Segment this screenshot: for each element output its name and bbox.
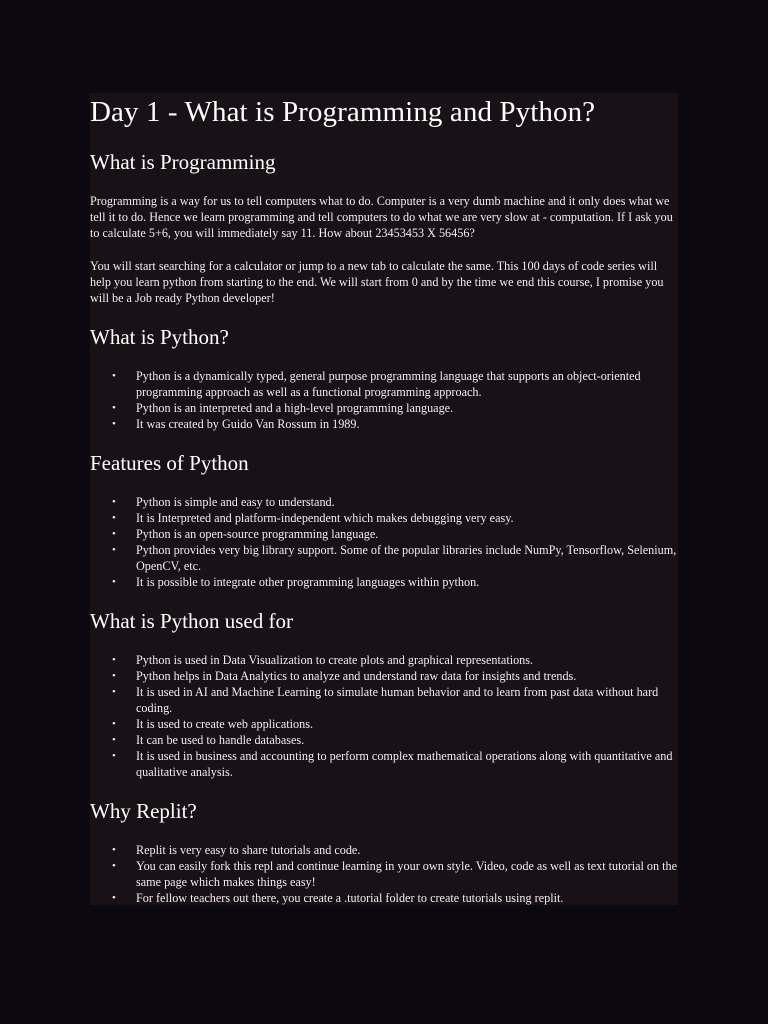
paragraph-course-intro: You will start searching for a calculator or jump to a new tab to calculate the same. This 100 days of code series will help you learn python from starting to the end. We will start from 0 and by the time we end this course, I promise you will be a Job ready Python developer! [90, 259, 664, 305]
bullet-icon: • [112, 654, 116, 666]
section-heading-what-is-programming: What is Programming [90, 150, 276, 174]
list-what-is-python [90, 368, 678, 432]
list-item: • Python is an interpreted and a high-level programming language. [112, 401, 454, 415]
list-item: • Python is an open-source programming language. [112, 527, 379, 541]
bullet-icon: • [112, 734, 116, 746]
paragraph-programming-intro: Programming is a way for us to tell computers what to do. Computer is a very dumb machine and it only does what we tell it to do. Hence we learn programming and tell computers to do what we are very slow at - computation. If I ask you to calculate 5+6, you will immediately say 11. How about 23453453 X 56456? [90, 194, 673, 240]
bullet-icon: • [112, 860, 116, 872]
bullet-icon: • [112, 576, 116, 588]
page-title: Day 1 - What is Programming and Python? [90, 96, 596, 128]
list-item: • Python provides very big library support. Some of the popular libraries include NumPy, Tensorflow, Selenium, OpenCV, etc. [112, 543, 677, 573]
list-item: • Python is simple and easy to understand. [112, 495, 335, 509]
bullet-icon: • [112, 718, 116, 730]
bullet-icon: • [112, 418, 116, 430]
list-item: • It is used in AI and Machine Learning to simulate human behavior and to learn from past data without hard coding. [112, 685, 659, 715]
bullet-icon: • [112, 670, 116, 682]
section-heading-features-of-python: Features of Python [90, 451, 249, 475]
bullet-icon: • [112, 544, 116, 556]
document-page [90, 93, 678, 905]
section-heading-why-replit: Why Replit? [90, 799, 197, 823]
list-item: • It is used to create web applications. [112, 717, 313, 731]
bullet-icon: • [112, 402, 116, 414]
section-heading-what-is-python: What is Python? [90, 325, 229, 349]
list-item: • Replit is very easy to share tutorials and code. [112, 843, 361, 857]
bullet-icon: • [112, 892, 116, 904]
list-item: • It is possible to integrate other programming languages within python. [112, 575, 480, 589]
list-item: • For fellow teachers out there, you create a .tutorial folder to create tutorials using replit. [112, 891, 564, 905]
list-item: • It can be used to handle databases. [112, 733, 305, 747]
bullet-icon: • [112, 750, 116, 762]
bullet-icon: • [112, 686, 116, 698]
bullet-icon: • [112, 844, 116, 856]
list-item: • It is used in business and accounting to perform complex mathematical operations along with quantitative and qualitative analysis. [112, 749, 673, 779]
bullet-icon: • [112, 512, 116, 524]
list-why-replit [90, 842, 678, 906]
bullet-icon: • [112, 496, 116, 508]
bullet-icon: • [112, 370, 116, 382]
bullet-icon: • [112, 528, 116, 540]
section-heading-python-used-for: What is Python used for [90, 609, 293, 633]
list-item: • It is Interpreted and platform-independent which makes debugging very easy. [112, 511, 514, 525]
list-python-used-for [90, 652, 678, 780]
list-item: • It was created by Guido Van Rossum in 1989. [112, 417, 360, 431]
list-item: • You can easily fork this repl and continue learning in your own style. Video, code as well as text tutorial on the same page which makes things easy! [112, 859, 678, 889]
list-item: • Python helps in Data Analytics to analyze and understand raw data for insights and trends. [112, 669, 577, 683]
list-item: • Python is a dynamically typed, general purpose programming language that supports an object-oriented programming approach as well as a functional programming approach. [112, 369, 641, 399]
list-features-of-python [90, 494, 678, 590]
list-item: • Python is used in Data Visualization to create plots and graphical representations. [112, 653, 534, 667]
